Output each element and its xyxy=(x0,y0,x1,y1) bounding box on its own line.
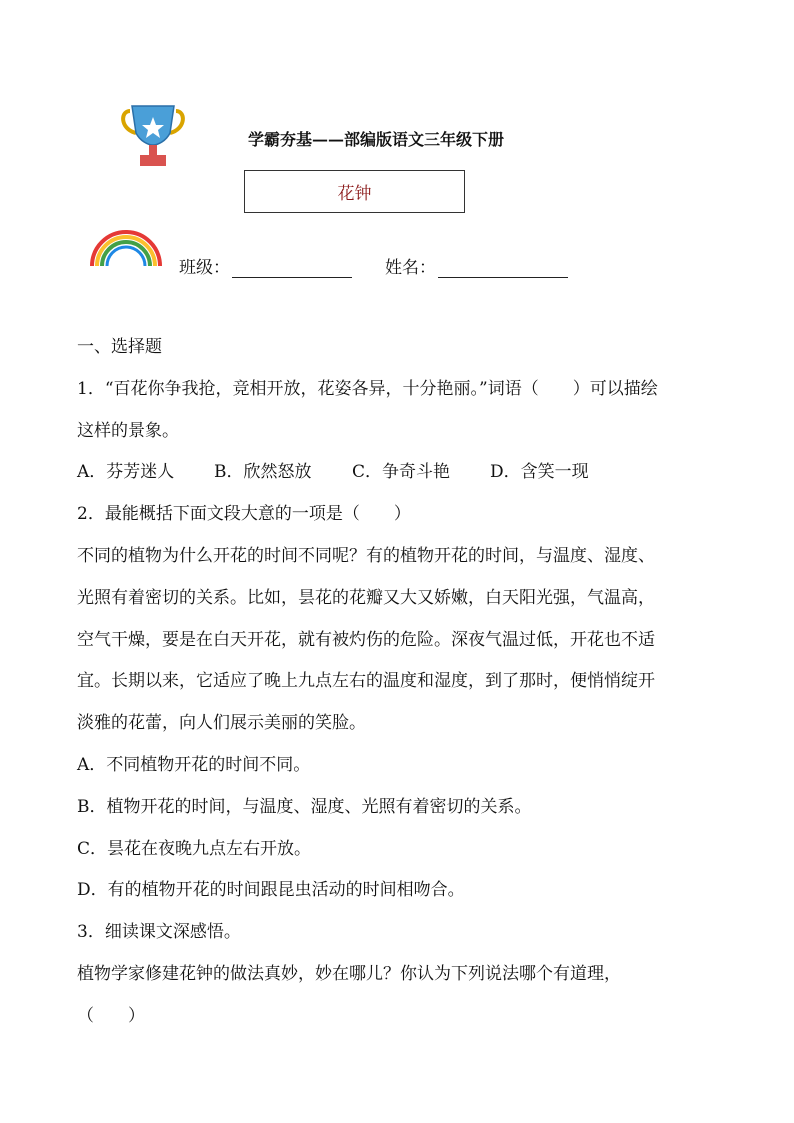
lesson-title-box xyxy=(244,170,465,213)
q2-passage-line-4: 宜。长期以来，它适应了晚上九点左右的温度和湿度，到了那时，便悄悄绽开 xyxy=(77,671,655,692)
q1-option-c[interactable]: C．争奇斗艳 xyxy=(352,462,451,483)
q1-line-1: 1．“百花你争我抢，竞相开放，花姿各异，十分艳丽。”词语（ ）可以描绘 xyxy=(77,378,658,399)
class-field xyxy=(179,253,352,278)
q1-option-b[interactable]: B．欣然怒放 xyxy=(214,462,312,483)
section-heading: 一、选择题 xyxy=(77,337,162,357)
q2-stem: 2．最能概括下面文段大意的一项是（ ） xyxy=(77,504,411,525)
class-label: 班级： xyxy=(179,258,230,278)
q2-option-b[interactable]: B．植物开花的时间，与温度、湿度、光照有着密切的关系。 xyxy=(77,796,532,817)
q2-passage-line-2: 光照有着密切的关系。比如，昙花的花瓣又大又娇嫩，白天阳光强，气温高， xyxy=(77,587,655,608)
q1-options xyxy=(77,459,719,501)
name-field xyxy=(385,253,568,278)
q2-option-d[interactable]: D．有的植物开花的时间跟昆虫活动的时间相吻合。 xyxy=(77,880,465,901)
q2-passage-line-5: 淡雅的花蕾，向人们展示美丽的笑脸。 xyxy=(77,713,366,734)
q2-option-a[interactable]: A．不同植物开花的时间不同。 xyxy=(77,754,311,775)
name-label: 姓名： xyxy=(385,258,436,278)
q3-line-1: 植物学家修建花钟的做法真妙，妙在哪儿？你认为下列说法哪个有道理， xyxy=(77,963,621,984)
rainbow-icon xyxy=(88,226,164,268)
document-header-title: 学霸夯基——部编版语文三年级下册 xyxy=(248,130,505,149)
q2-passage-line-1: 不同的植物为什么开花的时间不同呢？有的植物开花的时间，与温度、湿度、 xyxy=(77,545,655,566)
q2-passage-line-3: 空气干燥，要是在白天开花，就有被灼伤的危险。深夜气温过低，开花也不适 xyxy=(77,629,655,650)
q1-line-2: 这样的景象。 xyxy=(77,420,179,441)
q1-option-a[interactable]: A．芬芳迷人 xyxy=(77,462,175,483)
name-blank[interactable] xyxy=(438,261,568,278)
q1-option-d[interactable]: D．含笑一现 xyxy=(490,462,589,483)
lesson-title: 花钟 xyxy=(337,184,372,204)
q2-option-c[interactable]: C．昙花在夜晚九点左右开放。 xyxy=(77,838,312,859)
question-content xyxy=(77,334,719,1045)
q3-line-2: （ ） xyxy=(77,1005,145,1026)
class-blank[interactable] xyxy=(232,261,352,278)
trophy-icon xyxy=(118,103,188,169)
q3-stem: 3．细读课文深感悟。 xyxy=(77,922,241,943)
